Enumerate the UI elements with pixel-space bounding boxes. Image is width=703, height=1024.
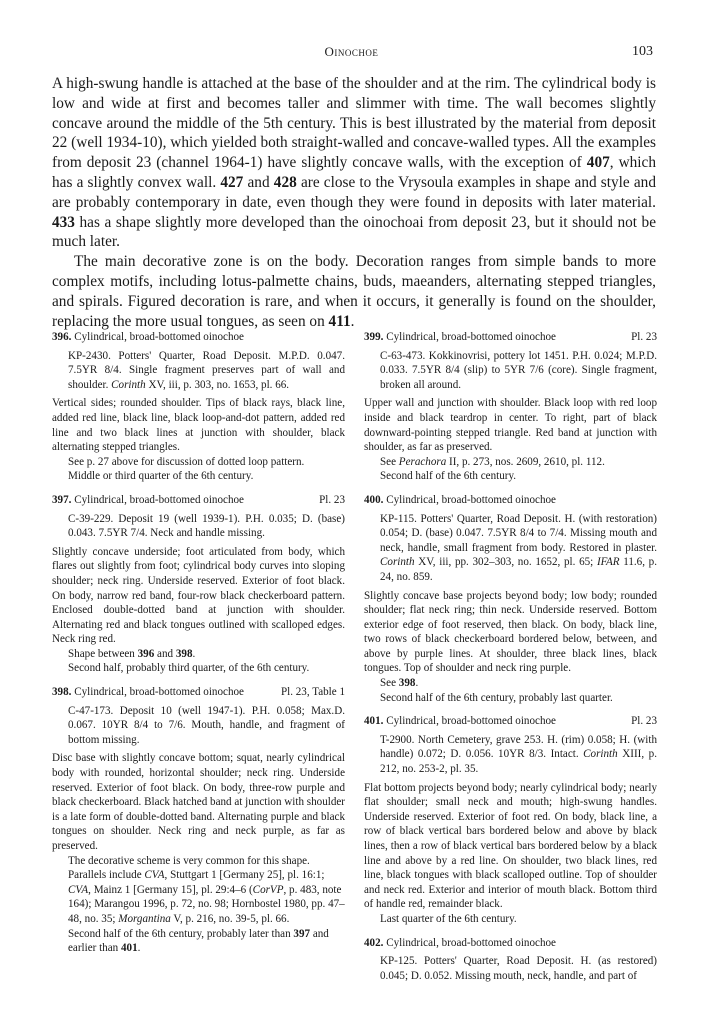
- entry-number: 401.: [364, 715, 384, 728]
- catalogue-ref: 397: [293, 927, 311, 940]
- text-run: , Stuttgart 1 [Germany 25], pl. 16:1;: [164, 869, 325, 882]
- entry-note: [380, 691, 657, 706]
- entry-note: [68, 927, 345, 956]
- running-head: [0, 44, 703, 64]
- text-run: and: [243, 173, 274, 191]
- text-run: KP-115. Potters' Quarter, Road Deposit. H. (with restoration) 0.054; D. (base) 0.047. 7.5YR 8/4 to 7/4. Missing mouth and neck, handle, small fragment from body. Restored in plaster.: [380, 512, 657, 554]
- entry-title-group: [364, 936, 556, 951]
- entry-plate: Pl. 23: [631, 715, 657, 728]
- entry-description: [364, 396, 657, 454]
- entry-title-group: [52, 685, 244, 700]
- text-run: C-63-473. Kokkinovrisi, pottery lot 1451. P.H. 0.024; M.P.D. 0.033. 7.5YR 8/4 (slip) to 5YR 7/6 (core). Single fragment, broken all around.: [380, 349, 657, 391]
- catalogue-ref: 428: [273, 173, 297, 191]
- text-run: The main decorative zone is on the body. Decoration ranges from simple bands to more complex motifs, including lotus-palmette chains, buds, maeanders, alternating stepped triangles, and spirals. Figured decoration is rare, and when it occurs, it generally is found on the shoulder, replacing the more usual tongues, as seen on: [52, 253, 656, 330]
- catalogue-ref: 433: [52, 213, 75, 231]
- entry-number: 399.: [364, 331, 384, 343]
- citation-title: CorVP: [252, 883, 284, 896]
- catalogue-ref: 427: [220, 173, 244, 191]
- entry-inventory: [380, 954, 657, 983]
- entry-title-group: [364, 330, 556, 345]
- running-title: Oinochoe: [324, 44, 379, 59]
- catalogue-entry: [364, 493, 657, 705]
- text-run: and: [154, 647, 176, 660]
- entry-description: [52, 751, 345, 853]
- citation-title: Corinth: [111, 378, 146, 391]
- text-run: Disc base with slightly concave bottom; squat, nearly cylindrical body with rounded, horizontal shoulder; neck ring. Underside reserved. Exterior of foot black. On body, three-row purple and black checkerboard. Black hatched band at junction with shoulder is a late form of double-dotted band. Alternating purple and black tongues on shoulder. Neck ring and neck purple, as far as preserved.: [52, 752, 345, 852]
- entry-title: Cylindrical, broad-bottomed oinochoe: [386, 936, 556, 949]
- catalogue-ref: 411: [328, 312, 351, 330]
- entry-number: 397.: [52, 493, 72, 506]
- entry-note: [68, 469, 345, 484]
- entry-note: [68, 455, 345, 470]
- entry-note: [68, 647, 345, 662]
- catalogue-column-left: [52, 330, 345, 965]
- text-run: V, p. 216, no. 39-5, pl. 66.: [170, 912, 290, 925]
- text-run: .: [350, 312, 355, 330]
- entry-description: [364, 589, 657, 677]
- text-run: C-47-173. Deposit 10 (well 1947-1). P.H. 0.058; Max.D. 0.067. 10YR 8/4 to 7/6. Mouth, handle, and fragment of bottom missing.: [68, 704, 345, 746]
- citation-title: Corinth: [380, 556, 415, 569]
- entry-title-group: [364, 714, 556, 729]
- page-number: 103: [632, 44, 653, 59]
- catalogue-column-right: [364, 330, 657, 992]
- entry-title-group: [52, 330, 244, 345]
- text-run: has a shape slightly more developed than the oinochoai from deposit 23, but it should not be much later.: [52, 213, 656, 251]
- citation-title: IFAR: [596, 556, 620, 569]
- intro-text: [52, 74, 656, 331]
- text-run: , p. 483, note 164); Marangou 1996, p. 72, no. 98; Hornbostel 1980, pp. 47–48, no. 35;: [68, 883, 345, 925]
- entry-heading: [52, 685, 345, 700]
- entry-heading: [364, 330, 657, 345]
- entry-inventory: [68, 512, 345, 541]
- text-run: Upper wall and junction with shoulder. Black loop with red loop inside and black teardrop in center. To right, part of black downward-pointing stepped triangle. Red band at junction with shoulder, as far as preserved.: [364, 397, 657, 454]
- catalogue-entry: [364, 330, 657, 484]
- entry-inventory: [380, 349, 657, 393]
- text-run: Flat bottom projects beyond body; nearly cylindrical body; nearly flat shoulder; small neck and mouth; high-swung handles. Underside reserved. Exterior of foot red. On body, black line, a row of black vertical bars bordered below and above by black lines, then a row of black vertical bars bordered below by a black line and above by a red line. On shoulder, two black lines, red line, black tongues with black scalloped outline. Top of shoulder and neck red. Exterior and interior of mouth black. Bottom third of handle red, remainder black.: [364, 781, 657, 911]
- text-run: Middle or third quarter of the 6th century.: [68, 470, 254, 483]
- text-run: Last quarter of the 6th century.: [380, 912, 517, 925]
- catalogue-ref: 398: [398, 677, 416, 690]
- entry-title-group: [52, 493, 244, 508]
- text-run: See p. 27 above for discussion of dotted loop pattern.: [68, 455, 305, 468]
- entry-plate: Pl. 23, Table 1: [280, 686, 345, 699]
- catalogue-ref: 407: [586, 154, 610, 172]
- text-run: .: [192, 647, 196, 660]
- text-run: , which has a slightly convex wall.: [52, 154, 656, 191]
- text-run: Second half of the 6th century, probably later than: [68, 927, 294, 940]
- citation-title: Morgantina: [118, 912, 171, 925]
- entry-note: [68, 661, 345, 676]
- catalogue-ref: 396: [137, 647, 155, 660]
- entry-inventory: [68, 704, 345, 748]
- entry-heading: [364, 936, 657, 951]
- text-run: See: [380, 455, 399, 468]
- text-run: are close to the Vrysoula examples in shape and style and are probably contemporary in date, even though they were found in deposits with later material.: [52, 173, 656, 211]
- text-run: A high-swung handle is attached at the base of the shoulder and at the rim. The cylindrical body is low and wide at first and becomes taller and slimmer with time. The wall becomes slightly concave around the middle of the 5th century. This is best illustrated by the material from deposit 22 (well 1934-10), which yielded both straight-walled and concave-walled types. All the examples from deposit 23 (channel 1964-1) have slightly concave walls, with the exception of: [52, 75, 656, 172]
- text-run: Vertical sides; rounded shoulder. Tips of black rays, black line, added red line, black line, black loop-and-dot pattern, added red line and two black lines at junction with shoulder, black alternating stepped triangles.: [52, 397, 345, 454]
- text-run: .: [415, 677, 419, 690]
- text-run: Slightly concave base projects beyond body; low body; rounded shoulder; flat neck ring; thin neck. Underside reserved. Bottom exterior edge of foot reserved, then black. On body, black line, two rows of black checkerboard bordered below, between, and above by purple lines. At shoulder, three black lines, black tongues. Top of shoulder and neck ring purple.: [364, 589, 657, 675]
- text-run: and earlier than: [68, 927, 329, 955]
- text-run: Second half of the 6th century.: [380, 470, 517, 483]
- citation-title: Perachora: [398, 455, 447, 468]
- entry-number: 402.: [364, 936, 384, 949]
- entry-plate: Pl. 23: [319, 493, 345, 506]
- text-run: 11.6, p. 24, no. 859.: [380, 556, 657, 583]
- text-run: The decorative scheme is very common for this shape. Parallels include: [68, 854, 310, 882]
- entry-description: [52, 545, 345, 647]
- citation-title: CVA: [68, 883, 89, 896]
- catalogue-ref: 398: [175, 647, 193, 660]
- entry-inventory: [68, 349, 345, 393]
- entry-note: [68, 854, 345, 927]
- text-run: XIII, p. 212, no. 253-2, pl. 35.: [380, 748, 657, 776]
- citation-title: Corinth: [583, 748, 618, 761]
- entry-heading: [52, 493, 345, 508]
- catalogue-entry: [52, 330, 345, 484]
- text-run: KP-125. Potters' Quarter, Road Deposit. H. (as restored) 0.045; D. 0.052. Missing mouth, neck, handle, and part of: [380, 955, 657, 982]
- text-run: See: [380, 677, 399, 690]
- text-run: Second half, probably third quarter, of the 6th century.: [68, 662, 310, 675]
- entry-title: Cylindrical, broad-bottomed oinochoe: [386, 493, 556, 506]
- entry-plate: Pl. 23: [631, 331, 657, 343]
- entry-description: [364, 781, 657, 912]
- entry-heading: [364, 493, 657, 508]
- text-run: C-39-229. Deposit 19 (well 1939-1). P.H. 0.035; D. (base) 0.043. 7.5YR 7/4. Neck and handle missing.: [68, 512, 345, 540]
- entry-title: Cylindrical, broad-bottomed oinochoe: [386, 331, 556, 343]
- intro-paragraph: [52, 74, 656, 252]
- entry-number: 398.: [52, 686, 72, 699]
- entry-number: 400.: [364, 493, 384, 506]
- text-run: KP-2430. Potters' Quarter, Road Deposit. M.P.D. 0.047. 7.5YR 8/4. Single fragment preserves part of wall and shoulder.: [68, 349, 345, 391]
- entry-note: [380, 469, 657, 484]
- text-run: Slightly concave underside; foot articulated from body, which flares out slightly from foot; cylindrical body curves into sloping shoulder; neck ring. Underside reserved. Exterior of foot black. On body, narrow red band, four-row black checkerboard pattern. Enclosed double-dotted band at junction with shoulder. Alternating red and black tongues outlined with scalloped edges. Neck ring red.: [52, 545, 345, 646]
- entry-inventory: [380, 512, 657, 585]
- entry-title: Cylindrical, broad-bottomed oinochoe: [74, 686, 244, 699]
- entry-title-group: [364, 493, 556, 508]
- catalogue-entry: [52, 493, 345, 676]
- intro-paragraph: [52, 252, 656, 331]
- entry-number: 396.: [52, 331, 72, 343]
- catalogue-ref: 401: [120, 942, 138, 955]
- text-run: .: [137, 942, 141, 955]
- text-run: XV, iii, p. 303, no. 1653, pl. 66.: [145, 378, 290, 391]
- entry-note: [380, 676, 657, 691]
- entry-title: Cylindrical, broad-bottomed oinochoe: [74, 493, 244, 506]
- entry-title: Cylindrical, broad-bottomed oinochoe: [386, 715, 556, 728]
- entry-title: Cylindrical, broad-bottomed oinochoe: [74, 331, 244, 343]
- text-run: XV, iii, pp. 302–303, no. 1652, pl. 65;: [414, 556, 597, 569]
- entry-note: [380, 455, 657, 470]
- text-run: , Mainz 1 [Germany 15], pl. 29:4–6 (: [88, 883, 253, 896]
- text-run: Shape between: [68, 647, 138, 660]
- entry-note: [380, 912, 657, 927]
- entry-description: [52, 396, 345, 454]
- catalogue-entry: [364, 936, 657, 984]
- catalogue-entry: [364, 714, 657, 926]
- text-run: II, p. 273, nos. 2609, 2610, pl. 112.: [446, 455, 605, 468]
- entry-heading: [52, 330, 345, 345]
- catalogue-entry: [52, 685, 345, 956]
- citation-title: CVA: [144, 869, 165, 882]
- text-run: T-2900. North Cemetery, grave 253. H. (rim) 0.058; H. (with handle) 0.072; D. 0.056. 10YR 8/3. Intact.: [380, 733, 657, 761]
- text-run: Second half of the 6th century, probably last quarter.: [380, 691, 613, 704]
- entry-heading: [364, 714, 657, 729]
- entry-inventory: [380, 733, 657, 777]
